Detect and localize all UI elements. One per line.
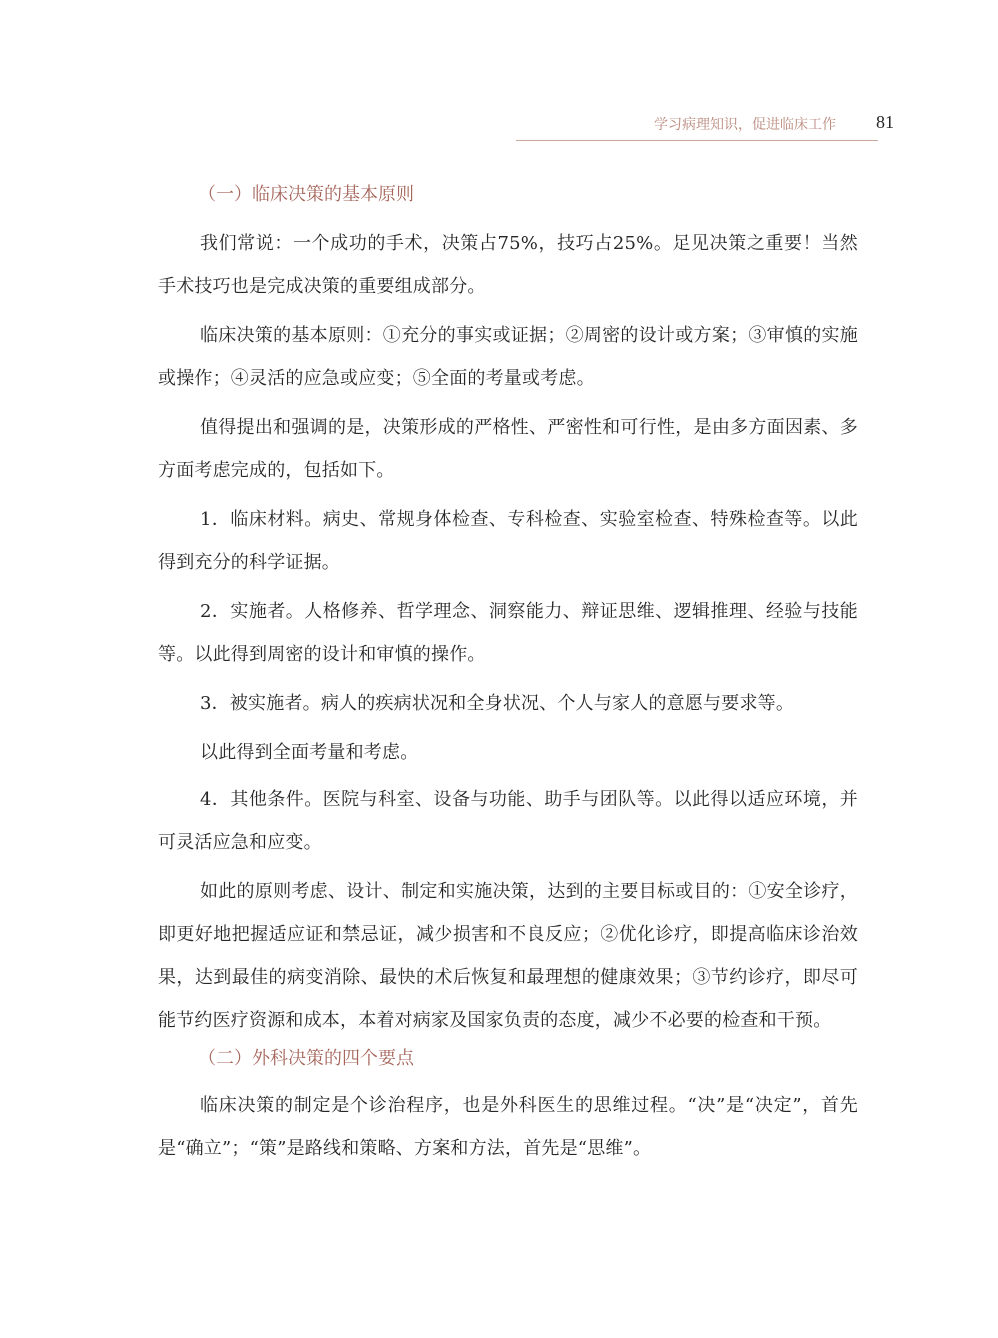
running-head-title: 学习病理知识，促进临床工作 (654, 117, 836, 133)
paragraph: 以此得到全面考量和考虑。 (200, 742, 419, 763)
paragraph: 如此的原则考虑、设计、制定和实施决策，达到的主要目标或目的：①安全诊疗，即更好地把握适应证和禁忌证，减少损害和不良反应；②优化诊疗，即提高临床诊治效果，达到最佳的病变消除、最快的术后恢复和最理想的健康效果；③节约诊疗，即尽可能节约医疗资源和成本，本着对病家及国家负责的态度，减少不必要的检查和干预。 (158, 881, 858, 1031)
list-item: 1．临床材料。病史、常规身体检查、专科检查、实验室检查、特殊检查等。以此得到充分的科学证据。 (158, 509, 858, 573)
page-body (158, 180, 858, 1176)
running-head (516, 110, 878, 141)
section-heading-1: （一）临床决策的基本原则 (198, 184, 414, 205)
section-heading-2: （二）外科决策的四个要点 (198, 1048, 414, 1069)
list-item: 4．其他条件。医院与科室、设备与功能、助手与团队等。以此得以适应环境，并可灵活应急和应变。 (158, 789, 858, 853)
list-item: 2．实施者。人格修养、哲学理念、洞察能力、辩证思维、逻辑推理、经验与技能等。以此得到周密的设计和审慎的操作。 (158, 601, 858, 665)
paragraph: 我们常说：一个成功的手术，决策占75%，技巧占25%。足见决策之重要！当然手术技巧也是完成决策的重要组成部分。 (158, 233, 858, 297)
paragraph: 临床决策的制定是个诊治程序，也是外科医生的思维过程。“决”是“决定”，首先是“确立”；“策”是路线和策略、方案和方法，首先是“思维”。 (158, 1095, 858, 1159)
paragraph: 值得提出和强调的是，决策形成的严格性、严密性和可行性，是由多方面因素、多方面考虑完成的，包括如下。 (158, 417, 858, 481)
page-number: 81 (876, 112, 894, 132)
list-item: 3．被实施者。病人的疾病状况和全身状况、个人与家人的意愿与要求等。 (200, 693, 795, 714)
paragraph: 临床决策的基本原则：①充分的事实或证据；②周密的设计或方案；③审慎的实施或操作；④灵活的应急或应变；⑤全面的考量或考虑。 (158, 325, 858, 389)
